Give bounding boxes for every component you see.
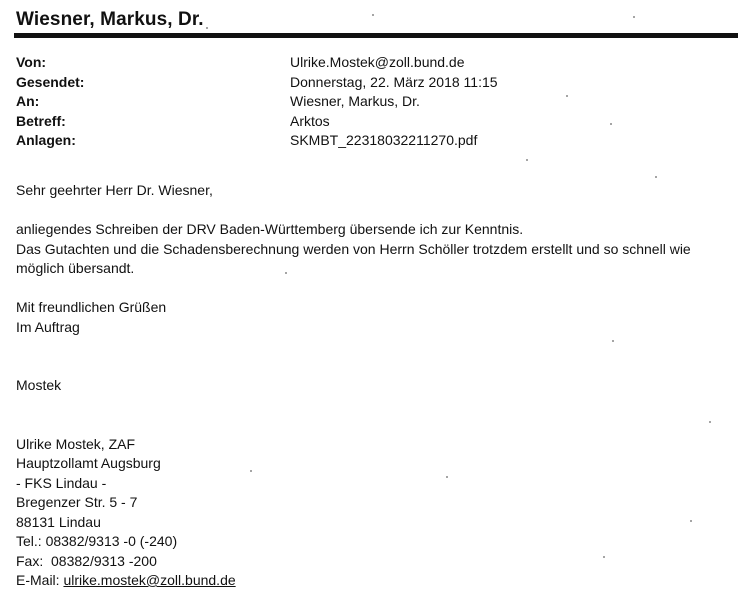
scan-speck bbox=[526, 159, 528, 161]
signature-email-label: E-Mail: bbox=[16, 572, 64, 588]
header-row-from bbox=[16, 53, 736, 73]
body-line-1: anliegendes Schreiben der DRV Baden-Württemberg übersende ich zur Kenntnis. bbox=[16, 221, 524, 237]
signature-city: 88131 Lindau bbox=[16, 513, 101, 530]
header-row-attachments bbox=[16, 131, 736, 151]
signature-short-name: Mostek bbox=[16, 377, 62, 393]
signature-fax: Fax: 08382/9313 -200 bbox=[16, 552, 157, 569]
scan-speck bbox=[206, 27, 208, 29]
header-label-to: An: bbox=[16, 93, 40, 109]
scan-speck bbox=[610, 123, 612, 125]
scan-speck bbox=[709, 421, 711, 423]
signature-tel: Tel.: 08382/9313 -0 (-240) bbox=[16, 533, 178, 549]
scan-speck bbox=[655, 176, 657, 178]
scan-speck bbox=[603, 556, 605, 558]
header-label-from: Von: bbox=[16, 54, 47, 70]
header-row-subject bbox=[16, 112, 736, 132]
signature-unit: - FKS Lindau - bbox=[16, 474, 107, 491]
signature-name-line: Ulrike Mostek, ZAF bbox=[16, 435, 136, 452]
scan-speck bbox=[446, 476, 448, 478]
body-line-3: möglich übersandt. bbox=[16, 260, 135, 276]
header-row-sent bbox=[16, 73, 736, 93]
mailbox-owner-name: Wiesner, Markus, Dr. bbox=[16, 9, 204, 30]
closing-greeting: Mit freundlichen Grüßen bbox=[16, 299, 167, 315]
mail-header-block bbox=[16, 53, 736, 151]
scan-speck bbox=[285, 272, 287, 274]
scan-speck bbox=[612, 340, 614, 342]
title-underline-rule bbox=[14, 33, 738, 38]
scan-speck bbox=[566, 95, 568, 97]
mail-body bbox=[16, 181, 732, 591]
body-line-2: Das Gutachten und die Schadensberechnung werden von Herrn Schöller trotzdem erstellt und so schnell wie bbox=[16, 240, 691, 257]
header-label-sent: Gesendet: bbox=[16, 73, 85, 90]
scan-speck bbox=[250, 470, 252, 472]
scan-speck bbox=[690, 520, 692, 522]
header-value-from: Ulrike.Mostek@zoll.bund.de bbox=[290, 54, 465, 70]
header-label-subject: Betreff: bbox=[16, 112, 66, 129]
closing-role: Im Auftrag bbox=[16, 318, 80, 335]
attachment-filename: SKMBT_22318032211270.pdf bbox=[290, 132, 478, 148]
salutation: Sehr geehrter Herr Dr. Wiesner, bbox=[16, 182, 213, 198]
signature-email-link[interactable]: ulrike.mostek@zoll.bund.de bbox=[63, 572, 236, 588]
signature-email-line bbox=[16, 571, 732, 591]
scan-speck bbox=[633, 16, 635, 18]
signature-street: Bregenzer Str. 5 - 7 bbox=[16, 494, 138, 510]
signature-office: Hauptzollamt Augsburg bbox=[16, 455, 161, 471]
header-row-to bbox=[16, 92, 736, 112]
header-value-subject: Arktos bbox=[290, 112, 330, 129]
header-value-to: Wiesner, Markus, Dr. bbox=[290, 93, 420, 109]
header-label-attachments: Anlagen: bbox=[16, 132, 76, 148]
scan-speck bbox=[372, 14, 374, 16]
header-value-sent: Donnerstag, 22. März 2018 11:15 bbox=[290, 73, 498, 90]
